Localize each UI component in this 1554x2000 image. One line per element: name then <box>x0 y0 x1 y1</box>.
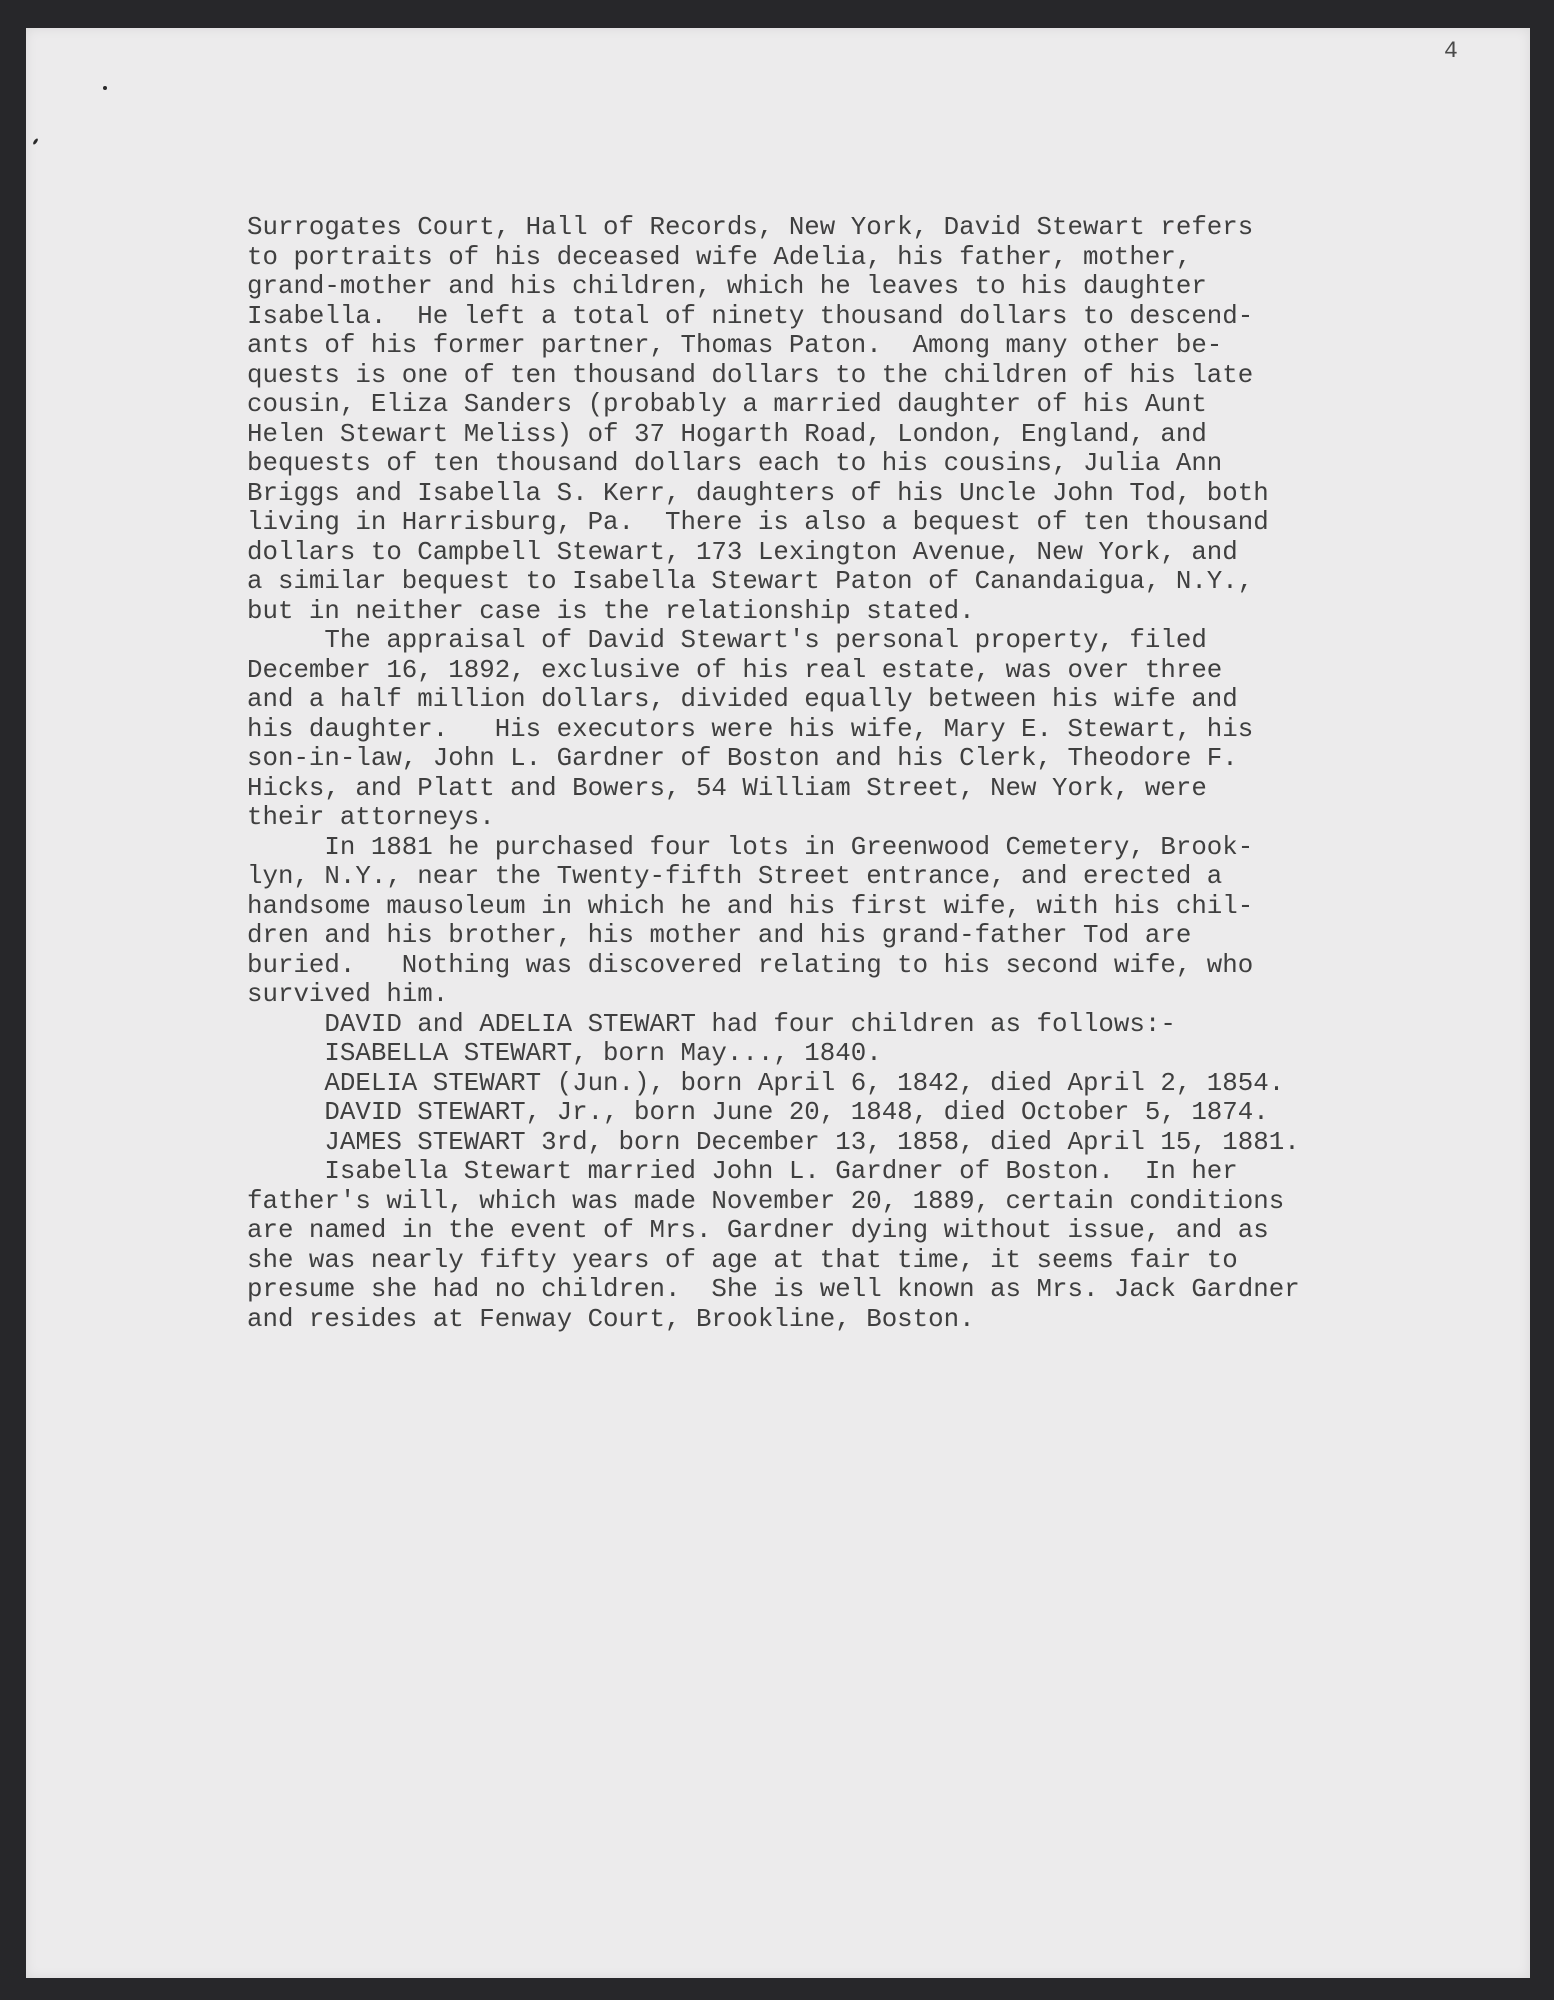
text-line: and resides at Fenway Court, Brookline, Boston. <box>247 1304 975 1334</box>
text-line: his daughter. His executors were his wife, Mary E. Stewart, his <box>247 714 1254 744</box>
text-line: grand-mother and his children, which he leaves to his daughter <box>247 272 1207 301</box>
text-line: quests is one of ten thousand dollars to the children of his late <box>247 360 1254 390</box>
text-line: The appraisal of David Stewart's personal property, filed <box>247 626 1207 655</box>
text-line: lyn, N.Y., near the Twenty-fifth Street entrance, and erected a <box>247 862 1223 891</box>
text-line: a similar bequest to Isabella Stewart Paton of Canandaigua, N.Y., <box>247 567 1254 596</box>
text-line: buried. Nothing was discovered relating to his second wife, who <box>247 950 1254 980</box>
text-line: and a half million dollars, divided equally between his wife and <box>247 685 1238 714</box>
text-line: to portraits of his deceased wife Adelia, his father, mother, <box>247 242 1192 272</box>
text-line: father's will, which was made November 20, 1889, certain conditions <box>247 1186 1285 1216</box>
text-line: Isabella. He left a total of ninety thousand dollars to descend- <box>247 301 1254 331</box>
text-line: In 1881 he purchased four lots in Greenwood Cemetery, Brook- <box>247 832 1254 862</box>
text-line: Hicks, and Platt and Bowers, 54 William Street, New York, were <box>247 773 1207 803</box>
text-line: Isabella Stewart married John L. Gardner of Boston. In her <box>247 1157 1238 1186</box>
text-line: Briggs and Isabella S. Kerr, daughters of his Uncle John Tod, both <box>247 478 1269 508</box>
text-line: she was nearly fifty years of age at that time, it seems fair to <box>247 1245 1238 1275</box>
text-line: ISABELLA STEWART, born May..., 1840. <box>247 1039 882 1068</box>
text-line: Surrogates Court, Hall of Records, New York, David Stewart refers <box>247 213 1254 242</box>
text-line: cousin, Eliza Sanders (probably a married daughter of his Aunt <box>247 390 1207 419</box>
text-line: Helen Stewart Meliss) of 37 Hogarth Road, London, England, and <box>247 419 1207 449</box>
text-line: ADELIA STEWART (Jun.), born April 6, 1842, died April 2, 1854. <box>247 1068 1285 1098</box>
text-line: dren and his brother, his mother and his grand-father Tod are <box>247 921 1192 950</box>
text-line: are named in the event of Mrs. Gardner dying without issue, and as <box>247 1216 1269 1245</box>
text-line: DAVID and ADELIA STEWART had four children as follows:- <box>247 1009 1176 1039</box>
text-line: living in Harrisburg, Pa. There is also a bequest of ten thousand <box>247 508 1269 537</box>
text-line: ants of his former partner, Thomas Paton. Among many other be- <box>247 331 1223 360</box>
speck-mark <box>103 86 107 90</box>
text-line: handsome mausoleum in which he and his first wife, with his chil- <box>247 891 1254 921</box>
speck-mark <box>32 138 38 145</box>
text-line: December 16, 1892, exclusive of his real estate, was over three <box>247 655 1223 685</box>
text-line: dollars to Campbell Stewart, 173 Lexington Avenue, New York, and <box>247 537 1238 567</box>
page-number: 4 <box>1444 38 1458 64</box>
text-line: their attorneys. <box>247 803 495 832</box>
text-line: DAVID STEWART, Jr., born June 20, 1848, died October 5, 1874. <box>247 1098 1269 1127</box>
text-line: but in neither case is the relationship stated. <box>247 596 975 626</box>
document-page <box>26 28 1530 1978</box>
body-text <box>247 213 1300 1334</box>
text-line: JAMES STEWART 3rd, born December 13, 1858, died April 15, 1881. <box>247 1127 1300 1157</box>
text-line: presume she had no children. She is well known as Mrs. Jack Gardner <box>247 1275 1300 1304</box>
text-line: son-in-law, John L. Gardner of Boston and his Clerk, Theodore F. <box>247 744 1238 773</box>
text-line: survived him. <box>247 980 449 1009</box>
text-line: bequests of ten thousand dollars each to his cousins, Julia Ann <box>247 449 1223 478</box>
